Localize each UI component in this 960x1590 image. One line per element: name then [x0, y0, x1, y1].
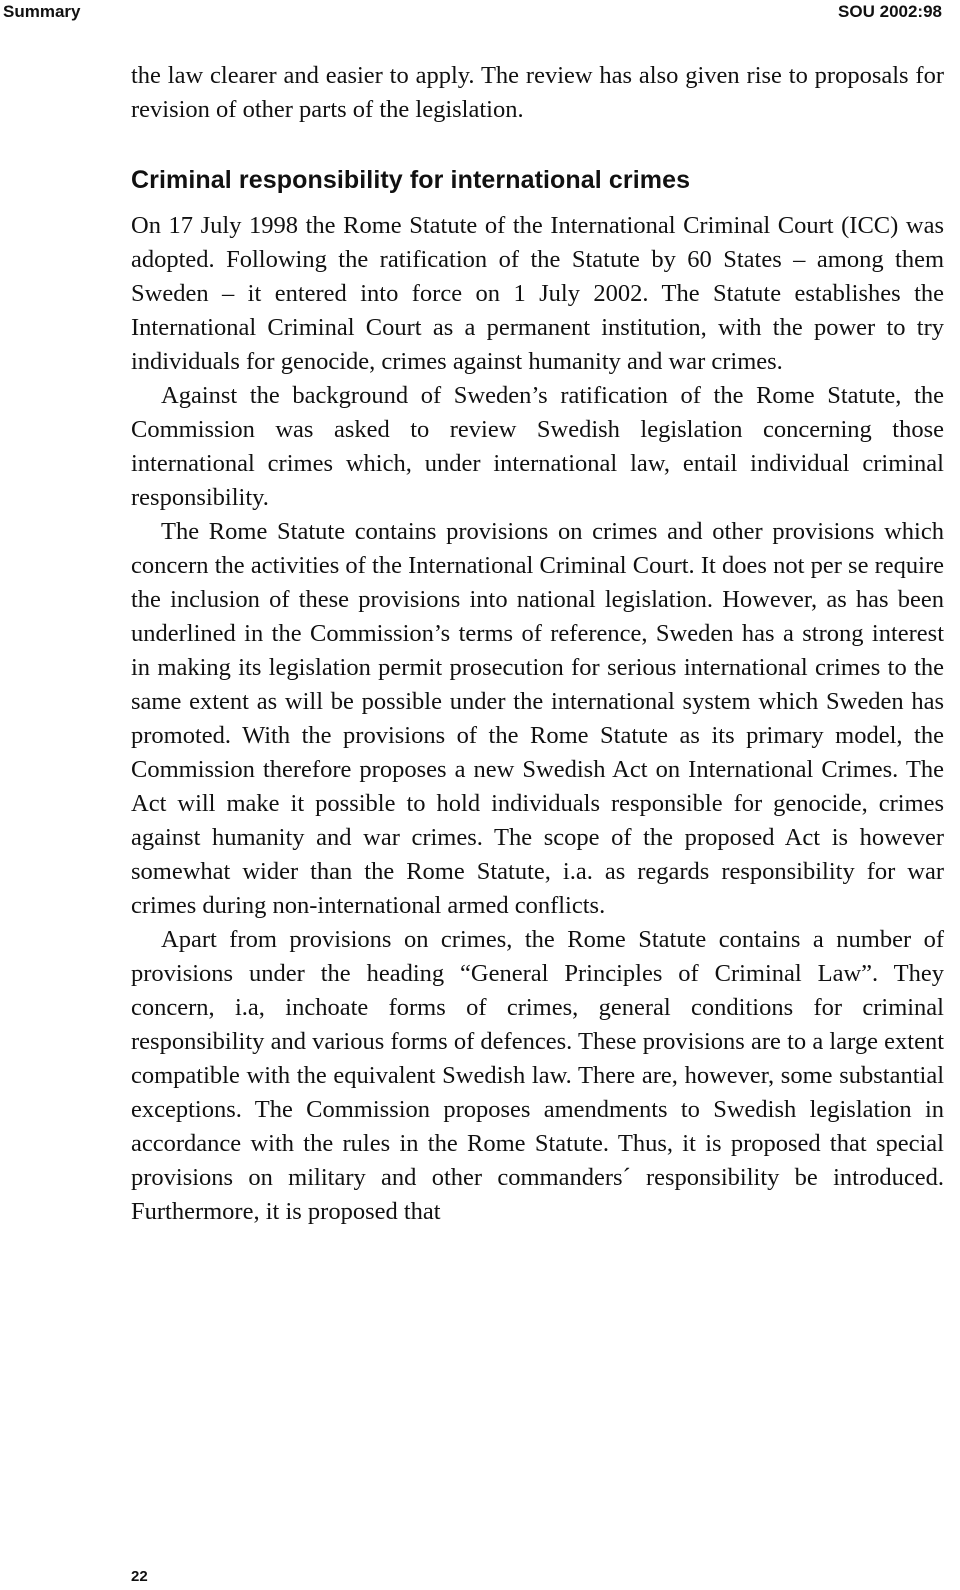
- header-document-id: SOU 2002:98: [838, 2, 942, 21]
- paragraph-commission-mandate: Against the background of Sweden’s ratification of the Rome Statute, the Commission was asked to review Swedish legislation concerning those international crimes which, under international law, entail individual criminal responsibility.: [131, 382, 944, 511]
- document-body: [131, 59, 944, 1229]
- running-header: [0, 0, 960, 24]
- paragraph-general-principles: Apart from provisions on crimes, the Rome Statute contains a number of provisions under the heading “General Principles of Criminal Law”. They concern, i.a, inchoate forms of crimes, general conditions for criminal responsibility and various forms of defences. These provisions are to a large extent compatible with the equivalent Swedish law. There are, however, some substantial exceptions. The Commission proposes amendments to Swedish legislation in accordance with the rules in the Rome Statute. Thus, it is proposed that special provisions on military and other commanders´ responsibility be introduced. Furthermore, it is proposed that: [131, 926, 944, 1225]
- paragraph-rome-statute-adoption: On 17 July 1998 the Rome Statute of the International Criminal Court (ICC) was adopted. Following the ratification of the Statute by 60 States – among them Sweden – it entered into force on 1 July 2002. The Statute establishes the International Criminal Court as a permanent institution, with the power to try individuals for genocide, crimes against humanity and war crimes.: [131, 212, 944, 375]
- header-section-title: Summary: [3, 2, 81, 21]
- paragraph-continuation: the law clearer and easier to apply. The review has also given rise to proposals for revision of other parts of the legislation.: [131, 62, 944, 123]
- page-number: 22: [131, 1568, 148, 1585]
- section-heading: Criminal responsibility for international crimes: [131, 166, 691, 194]
- paragraph-new-act-proposal: The Rome Statute contains provisions on crimes and other provisions which concern the activities of the International Criminal Court. It does not per se require the inclusion of these provisions into national legislation. However, as has been underlined in the Commission’s terms of reference, Sweden has a strong interest in making its legislation permit prosecution for serious international crimes to the same extent as will be possible under the international system which Sweden has promoted. With the provisions of the Rome Statute as its primary model, the Commission therefore proposes a new Swedish Act on International Crimes. The Act will make it possible to hold individuals responsible for genocide, crimes against humanity and war crimes. The scope of the proposed Act is however somewhat wider than the Rome Statute, i.a. as regards responsibility for war crimes during non-international armed conflicts.: [131, 518, 944, 919]
